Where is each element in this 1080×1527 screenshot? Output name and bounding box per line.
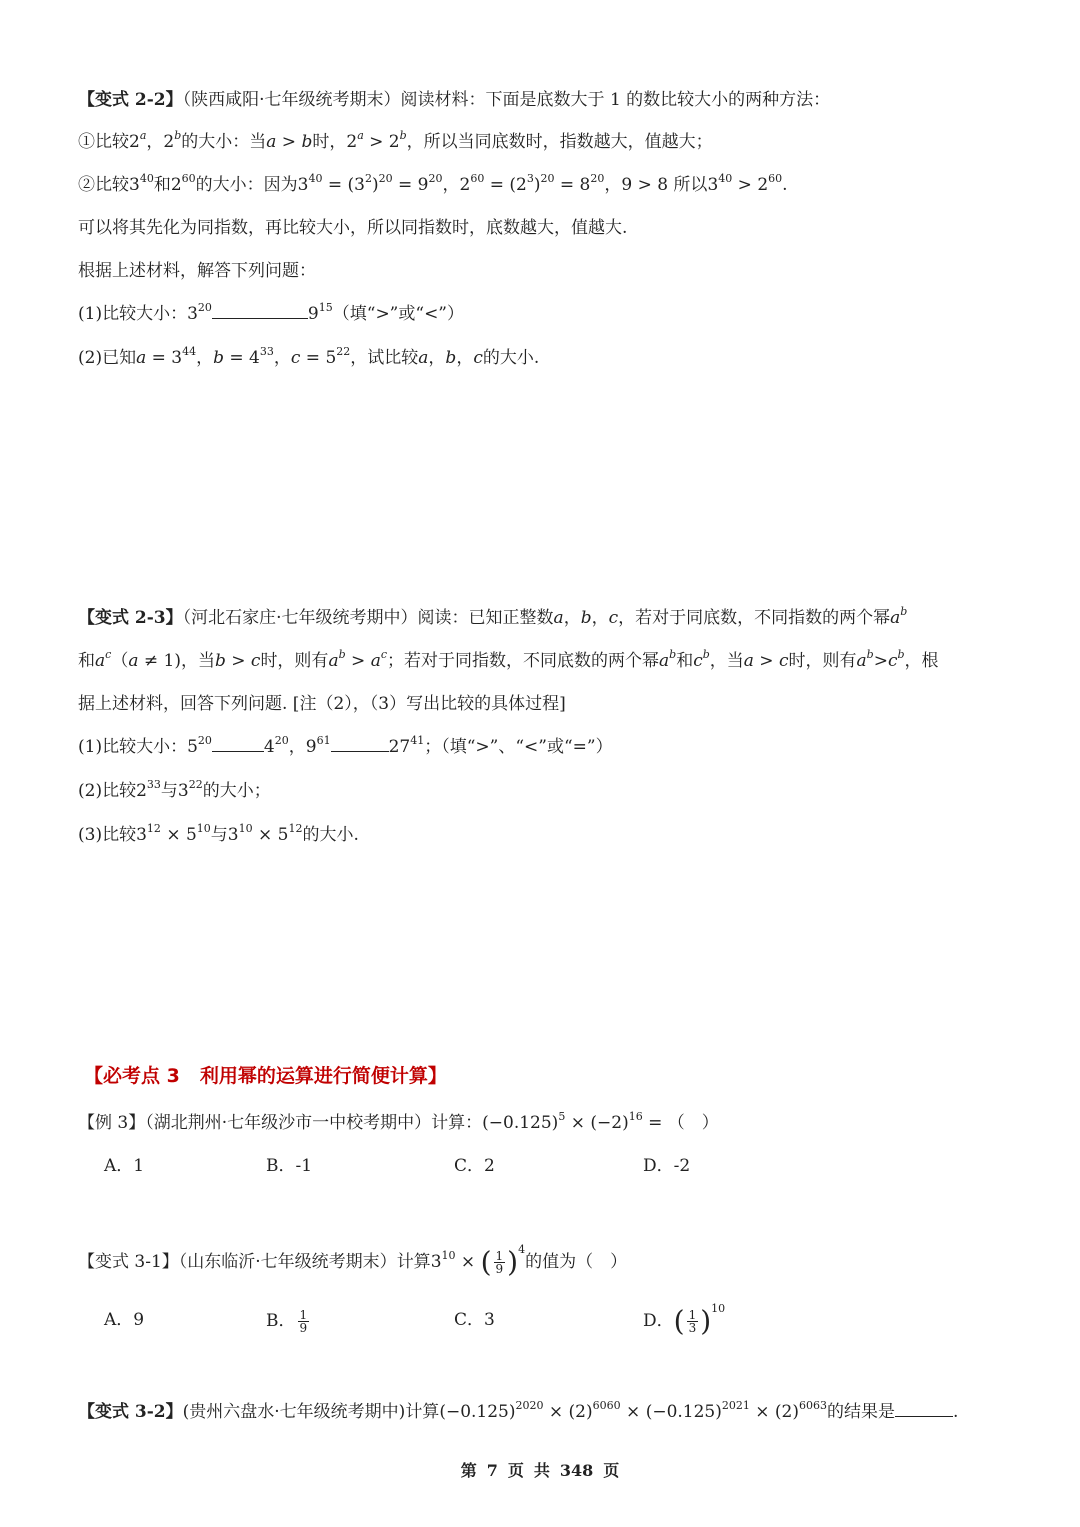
- v22-question-2: (2)已知$a = 3^{44}$，$b = 4^{33}$，$c = 5^{22}$，试比较a，b，c的大小.: [78, 345, 540, 368]
- fraction: $\frac{1}{9}$: [495, 1249, 504, 1276]
- v31-label: 【变式 3-1】: [78, 1252, 179, 1272]
- ex3-question: 【例 3】（湖北荆州·七年级沙市一中校考期中）计算：$(-0.125)^5 \times (-2)^{16}$ = （ ）: [78, 1110, 719, 1133]
- v22-source: （陕西咸阳·七年级统考期末）: [182, 90, 401, 110]
- option-b[interactable]: B．-1: [266, 1156, 313, 1176]
- v22-intro: 阅读材料：下面是底数大于 1 的数比较大小的两种方法：: [400, 90, 831, 110]
- v23-label: 【变式 2-3】: [78, 608, 183, 628]
- math: 2$^a$: [129, 129, 147, 152]
- v22-header: [78, 89, 830, 111]
- v31-question: 【变式 3-1】（山东临沂·七年级统考期末）计算$3^{10}$ × ( $\frac{1}{9}$ )$^4$的值为（ ）: [78, 1243, 628, 1279]
- section-heading: 【必考点 3 利用幂的运算进行简便计算】: [84, 1065, 447, 1087]
- v23-question-1: (1)比较大小：$5^{20}$ $4^{20}$，$9^{61}$ $27^{41}$；（填“>”、“<”或“=”）: [78, 734, 613, 757]
- answer-blank[interactable]: [212, 304, 308, 319]
- v32-source: (贵州六盘水·七年级统考期中): [182, 1402, 406, 1422]
- answer-blank[interactable]: [895, 1402, 953, 1417]
- answer-blank[interactable]: [212, 737, 264, 752]
- v22-method2: ②比较$3^{40}$和$2^{60}$的大小：因为$3^{40} = (3^2)^{20} = 9^{20}$，$2^{60} = (2^3)^{20} = 8^{20}$，9 > 8 所以$3^{40} > 2^{60}$.: [78, 172, 788, 195]
- option-a[interactable]: A．9: [104, 1310, 145, 1330]
- v23-text-2: 和$a^c(a \ne 1)$，当b > c时，则有$a^b > a^c$；若对于同指数，不同底数的两个幂$a^b$和$c^b$，当a > c时，则有$a^b>c^b$，根: [78, 648, 939, 671]
- v22-instruction: 根据上述材料，解答下列问题：: [78, 261, 316, 281]
- option-a[interactable]: A．1: [104, 1156, 145, 1176]
- v23-header: 【变式 2-3】（河北石家庄·七年级统考期中）阅读：已知正整数a，b，c，若对于同底数，不同指数的两个幂$a^b$: [78, 605, 908, 628]
- v23-question-2: (2)比较$2^{33}$与$3^{22}$的大小；: [78, 778, 271, 801]
- fraction: $\frac{1}{9}$: [299, 1308, 308, 1335]
- fraction: $\frac{1}{3}$: [688, 1308, 697, 1335]
- v32-question: 【变式 3-2】(贵州六盘水·七年级统考期中)计算$(-0.125)^{2020} \times (2)^{6060} \times (-0.125)^{2021} \times (2)^{6063}$的结果是 .: [78, 1399, 959, 1422]
- v31-source: （山东临沂·七年级统考期末）: [178, 1252, 397, 1272]
- ex3-label: 【例 3】: [78, 1113, 146, 1133]
- option-c[interactable]: C．2: [454, 1156, 495, 1176]
- option-c[interactable]: C．3: [454, 1310, 495, 1330]
- page-number: 7: [486, 1461, 498, 1480]
- v22-question-1: (1)比较大小：$3^{20}$ $9^{15}$（填“>”或“<”）: [78, 301, 465, 324]
- option-d[interactable]: D．( $\frac{1}{3}$ )$^{10}$: [643, 1302, 726, 1338]
- v22-conclusion: 可以将其先化为同指数，再比较大小，所以同指数时，底数越大，值越大.: [78, 218, 628, 238]
- answer-blank[interactable]: [331, 737, 389, 752]
- total-pages: 348: [559, 1461, 594, 1480]
- v32-label: 【变式 3-2】: [78, 1402, 183, 1422]
- ex3-source: （湖北荆州·七年级沙市一中校考期中）: [145, 1113, 432, 1133]
- v23-source: （河北石家庄·七年级统考期中）: [182, 608, 418, 628]
- option-b[interactable]: B． $\frac{1}{9}$: [266, 1308, 308, 1335]
- option-d[interactable]: D．-2: [643, 1156, 691, 1176]
- v23-text-3: 据上述材料，回答下列问题. [注（2），（3）写出比较的具体过程]: [78, 694, 566, 714]
- v22-label: 【变式 2-2】: [78, 90, 183, 110]
- page-footer: 第 7 页 共 348 页: [460, 1461, 620, 1480]
- v23-question-3: (3)比较$3^{12} \times 5^{10}$与$3^{10} \times 5^{12}$的大小.: [78, 822, 359, 845]
- v22-method1: ①比较2$^a$，2$^b$的大小：当a > b时，$2^a > 2^b$，所以当同底数时，指数越大，值越大；: [78, 129, 713, 152]
